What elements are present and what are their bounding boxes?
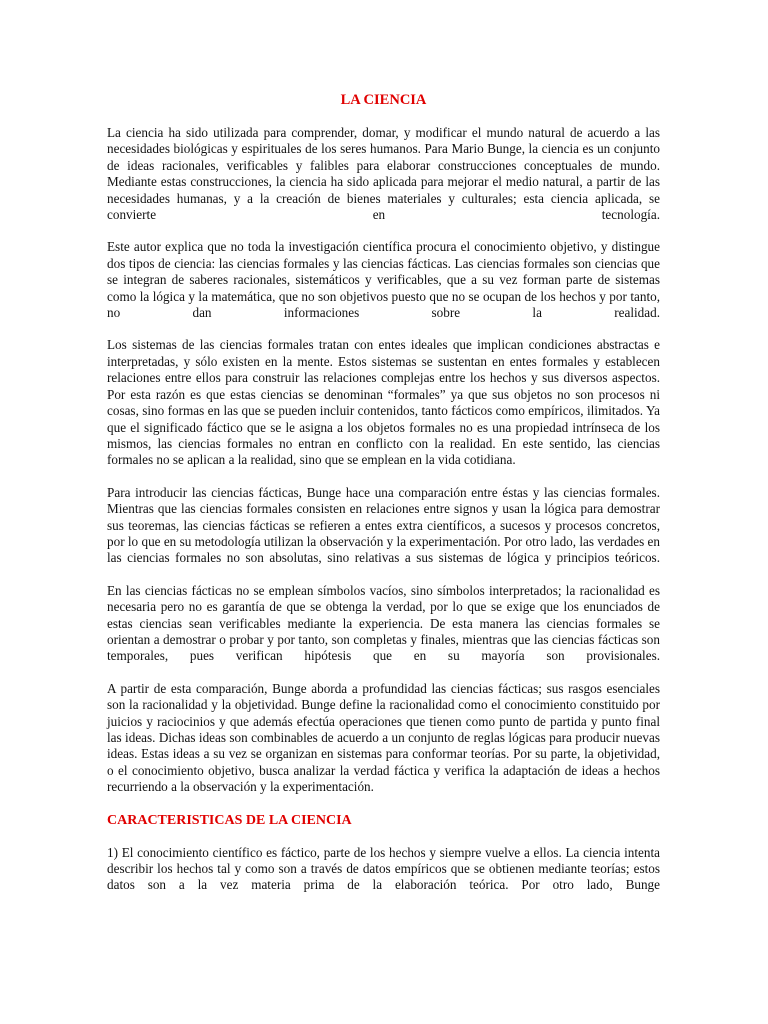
section-paragraph-1: 1) El conocimiento científico es fáctico, parte de los hechos y siempre vuelve a ellos. La ciencia intenta describir los hechos tal y como son a través de datos empíricos que se obtienen mediante teorías; estos datos son a la vez materia prima de la elaboración teórica. Por otro lado, Bunge: [107, 844, 660, 893]
paragraph-3: Los sistemas de las ciencias formales tratan con entes ideales que implican condiciones abstractas e interpretadas, y sólo existen en la mente. Estos sistemas se sustentan en entes formales y establecen relaciones entre ellos para construir las relaciones complejas entre los hechos y sus diversos aspectos. Por esta razón es que estas ciencias se denominan “formales” ya que sus objetos no son procesos ni cosas, sino formas en las que se pueden incluir contenidos, tanto fácticos como empíricos, ilimitados. Ya que el significado fáctico que se le asigna a los objetos formales no es una propiedad intrínseca de los mismos, las ciencias formales no entran en conflicto con la realidad. En este sentido, las ciencias formales no se aplican a la realidad, sino que se emplean en la vida cotidiana.: [107, 337, 660, 468]
paragraph-1: La ciencia ha sido utilizada para comprender, domar, y modificar el mundo natural de acuerdo a las necesidades biológicas y espirituales de los seres humanos. Para Mario Bunge, la ciencia es un conjunto de ideas racionales, verificables y falibles para elaborar construcciones conceptuales de mundo. Mediante estas construcciones, la ciencia ha sido aplicada para mejorar el medio natural, a partir de las necesidades humanas, y a la creación de bienes materiales y culturales; esta ciencia aplicada, se convierte en tecnología.: [107, 125, 660, 223]
paragraph-5: En las ciencias fácticas no se emplean símbolos vacíos, sino símbolos interpretados; la racionalidad es necesaria pero no es garantía de que se obtenga la verdad, por lo que se exige que los enunciados de estas ciencias sean verificables mediante la experiencia. De esta manera las ciencias formales se orientan a demostrar o probar y por tanto, son completas y finales, mientras que las ciencias fácticas son temporales, pues verifican hipótesis que en su mayoría son provisionales.: [107, 582, 660, 664]
paragraph-6: A partir de esta comparación, Bunge aborda a profundidad las ciencias fácticas; sus rasgos esenciales son la racionalidad y la objetividad. Bunge define la racionalidad como el conocimiento constituido por juicios y raciocinios y que además efectúa operaciones que tienen como punto de partida y punto final las ideas. Dichas ideas son combinables de acuerdo a un conjunto de reglas lógicas para producir nuevas ideas. Estas ideas a su vez se organizan en sistemas para conformar teorías. Por su parte, la objetividad, o el conocimiento objetivo, busca analizar la verdad fáctica y verifica la adaptación de ideas a hechos recurriendo a la observación y la experimentación.: [107, 680, 660, 795]
document-body: [107, 125, 660, 910]
section-heading: CARACTERISTICAS DE LA CIENCIA: [107, 812, 352, 828]
document-title: LA CIENCIA: [340, 92, 427, 108]
paragraph-2: Este autor explica que no toda la investigación científica procura el conocimiento objetivo, y distingue dos tipos de ciencia: las ciencias formales y las ciencias fácticas. Las ciencias formales son ciencias que se integran de saberes racionales, sistemáticos y verificables, que a su vez forman parte de sistemas como la lógica y la matemática, que no son objetivos puesto que no se ocupan de los hechos y por tanto, no dan informaciones sobre la realidad.: [107, 239, 660, 321]
paragraph-4: Para introducir las ciencias fácticas, Bunge hace una comparación entre éstas y las ciencias formales. Mientras que las ciencias formales consisten en relaciones entre signos y usan la lógica para demostrar sus teoremas, las ciencias fácticas se refieren a entes extra científicos, a sucesos y procesos concretos, por lo que en su metodología utilizan la observación y la experimentación. Por otro lado, las verdades en las ciencias formales no son absolutas, sino relativas a sus sistemas de lógica y principios teóricos.: [107, 484, 660, 566]
